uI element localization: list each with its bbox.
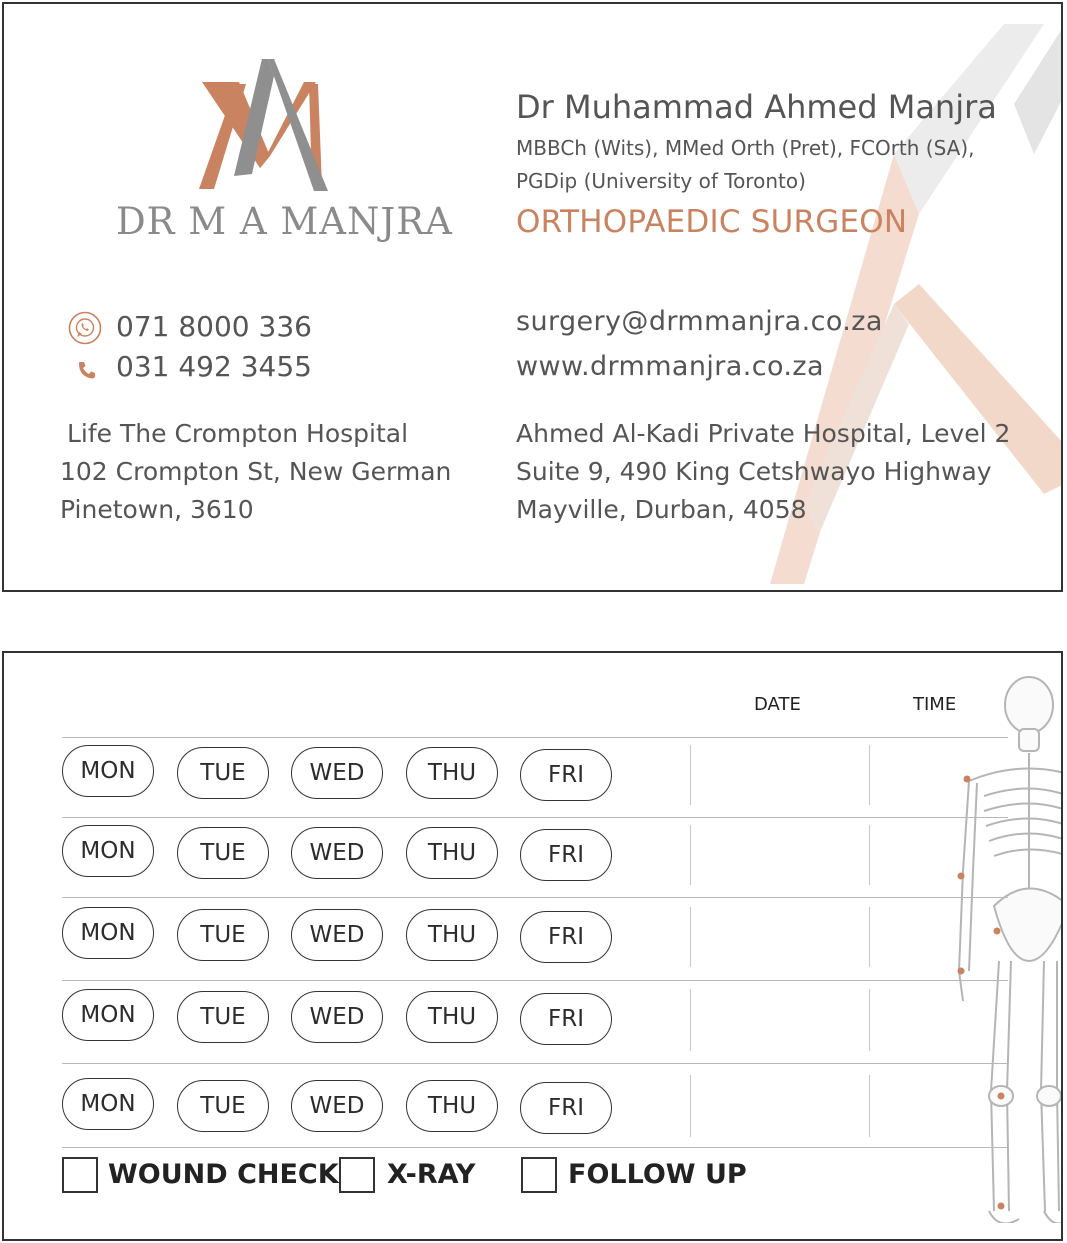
follow-up-checkbox[interactable] xyxy=(521,1157,557,1193)
row-divider xyxy=(62,1147,1008,1148)
wound-check-label: WOUND CHECK xyxy=(108,1159,339,1190)
day-mon[interactable]: MON xyxy=(62,825,154,877)
day-wed[interactable]: WED xyxy=(291,1080,383,1132)
doctor-name: Dr Muhammad Ahmed Manjra xyxy=(516,88,997,126)
time-column-divider xyxy=(869,745,870,805)
day-tue[interactable]: TUE xyxy=(177,991,269,1043)
day-mon[interactable]: MON xyxy=(62,907,154,959)
wound-check-checkbox[interactable] xyxy=(62,1157,98,1193)
logo-icon xyxy=(194,56,334,198)
row-divider xyxy=(62,1063,1008,1064)
address-right xyxy=(516,415,1010,529)
day-thu[interactable]: THU xyxy=(406,909,498,961)
date-column-divider xyxy=(690,1075,691,1137)
row-divider xyxy=(62,980,1008,981)
address-left-line-2: 102 Crompton St, New German xyxy=(60,457,452,486)
time-header: TIME xyxy=(913,694,957,715)
day-fri[interactable]: FRI xyxy=(520,911,612,963)
day-wed[interactable]: WED xyxy=(291,827,383,879)
day-tue[interactable]: TUE xyxy=(177,827,269,879)
day-fri[interactable]: FRI xyxy=(520,1082,612,1134)
day-wed[interactable]: WED xyxy=(291,909,383,961)
phone-icon xyxy=(76,359,98,381)
date-header: DATE xyxy=(754,694,801,715)
address-right-line-1: Ahmed Al-Kadi Private Hospital, Level 2 xyxy=(516,419,1011,448)
row-divider xyxy=(62,817,1008,818)
address-right-line-3: Mayville, Durban, 4058 xyxy=(516,495,807,524)
x-ray-checkbox[interactable] xyxy=(339,1157,375,1193)
time-column-divider xyxy=(869,989,870,1051)
qualifications xyxy=(516,132,975,198)
day-mon[interactable]: MON xyxy=(62,745,154,797)
day-fri[interactable]: FRI xyxy=(520,993,612,1045)
time-column-divider xyxy=(869,1075,870,1137)
follow-up-label: FOLLOW UP xyxy=(568,1159,747,1190)
skeleton-icon xyxy=(949,671,1063,1223)
day-tue[interactable]: TUE xyxy=(177,747,269,799)
date-column-divider xyxy=(690,825,691,885)
day-thu[interactable]: THU xyxy=(406,1080,498,1132)
business-card-back xyxy=(2,651,1063,1241)
address-right-line-2: Suite 9, 490 King Cetshwayo Highway xyxy=(516,457,992,486)
day-wed[interactable]: WED xyxy=(291,747,383,799)
whatsapp-icon xyxy=(68,311,102,345)
qualifications-line-1: MBBCh (Wits), MMed Orth (Pret), FCOrth (SA), xyxy=(516,136,975,160)
row-divider xyxy=(62,897,1008,898)
time-column-divider xyxy=(869,825,870,885)
job-title: ORTHOPAEDIC SURGEON xyxy=(516,204,908,240)
day-tue[interactable]: TUE xyxy=(177,909,269,961)
address-left-line-1: Life The Crompton Hospital xyxy=(67,419,409,448)
address-left xyxy=(60,415,451,529)
day-fri[interactable]: FRI xyxy=(520,829,612,881)
business-card-front xyxy=(2,2,1063,592)
time-column-divider xyxy=(869,907,870,967)
email-link[interactable]: surgery@drmmanjra.co.za xyxy=(516,306,883,337)
day-wed[interactable]: WED xyxy=(291,991,383,1043)
x-ray-label: X-RAY xyxy=(387,1159,476,1190)
day-thu[interactable]: THU xyxy=(406,991,498,1043)
whatsapp-number[interactable]: 071 8000 336 xyxy=(116,310,312,343)
logo-text: DR M A MANJRA xyxy=(116,200,453,243)
date-column-divider xyxy=(690,745,691,805)
row-divider xyxy=(62,737,1008,738)
date-column-divider xyxy=(690,989,691,1051)
address-left-line-3: Pinetown, 3610 xyxy=(60,495,254,524)
day-tue[interactable]: TUE xyxy=(177,1080,269,1132)
day-thu[interactable]: THU xyxy=(406,827,498,879)
day-mon[interactable]: MON xyxy=(62,1078,154,1130)
qualifications-line-2: PGDip (University of Toronto) xyxy=(516,169,806,193)
website-link[interactable]: www.drmmanjra.co.za xyxy=(516,351,824,382)
day-thu[interactable]: THU xyxy=(406,747,498,799)
day-mon[interactable]: MON xyxy=(62,989,154,1041)
date-column-divider xyxy=(690,907,691,967)
landline-number[interactable]: 031 492 3455 xyxy=(116,350,312,383)
day-fri[interactable]: FRI xyxy=(520,749,612,801)
